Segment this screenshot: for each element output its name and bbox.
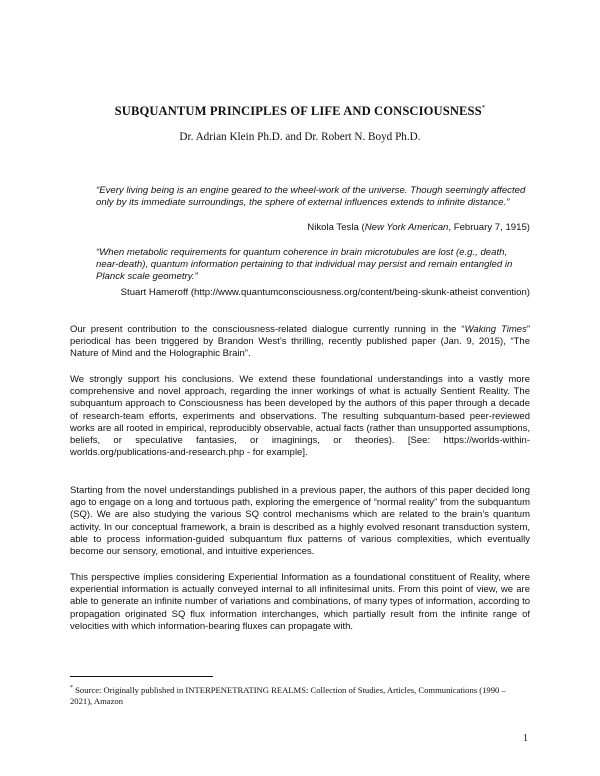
attribution-date: , February 7, 1915) [448,222,530,233]
paper-title [0,104,600,119]
footnote [70,683,510,707]
paper-authors: Dr. Adrian Klein Ph.D. and Dr. Robert N. Boyd Ph.D. [179,131,421,143]
epigraph-attribution-tesla [307,222,530,234]
body-paragraph-1 [70,324,530,361]
paragraph-1-periodical: Waking Times [464,324,527,335]
epigraph-quote-hameroff: “When metabolic requirements for quantum coherence in brain microtubules are lost (e.g., death, near-death), quantum information pertaining to that individual may persist and remain entangled in Planck scale geometry.” [96,247,513,283]
title-footnote-marker: * [481,104,486,112]
epigraph-quote-tesla: “Every living being is an engine geared to the wheel-work of the universe. Though seemingly affected only by its immediate surroundings, the sphere of external influences extends to infinite distance.” [96,185,526,209]
footnote-divider [70,676,213,677]
attribution-name: Nikola Tesla ( [307,222,365,233]
footnote-text: Source: Originally published in INTERPENETRATING REALMS: Collection of Studies, Articles, Communications (1990 – 2021), Amazon [70,684,506,706]
footnote-marker: * [70,685,73,691]
attribution-source: New York American [364,222,449,233]
paragraph-1-text-b: ” periodical has been triggered by Brandon West’s thrilling, recently published paper (Jan. 9, 2015), “The Nature of Mind and the Holographic Brain”. [70,324,530,360]
body-paragraph-2: We strongly support his conclusions. We extend these foundational understandings into a vastly more comprehensive and novel approach, regarding the inner workings of what is actually Sentient Reality. The subquantum approach to Consciousness has been developed by the authors of this paper through a decade of research-team efforts, experiments and observations. The resulting subquantum-based peer-reviewed works are all rooted in empirical, reproducibly observable, actual facts (rather than unsupported assumptions, beliefs, or speculative fantasies, or imaginings, or theories). [See: https://worlds-within-worlds.org/publications-and-research.php - for example]. [70,374,530,459]
paper-title-text: SUBQUANTUM PRINCIPLES OF LIFE AND CONSCIOUSNESS [114,104,482,119]
body-paragraph-4: This perspective implies considering Experiential Information as a foundational constituent of Reality, where experiential information is actually conveyed internal to all infinitesimal units. From this point of view, we are able to generate an infinite number of variations and combinations, of many types of information, according to propagation originated SQ flux information interchanges, which partially result from the infinite range of velocities with which information-bearing fluxes can propagate with. [70,572,530,632]
paragraph-1-text-a: Our present contribution to the consciousness-related dialogue currently running in the “ [70,324,465,335]
page-number: 1 [523,733,528,744]
epigraph-attribution-hameroff: Stuart Hameroff (http://www.quantumconsciousness.org/content/being-skunk-atheist convention) [120,287,530,298]
body-paragraph-3: Starting from the novel understandings published in a previous paper, the authors of this paper decided long ago to engage on a long and tortuous path, exploring the emergence of “normal reality” from the subquantum (SQ). We are also studying the various SQ control mechanisms which are related to the brain’s quantum activity. In our conceptual framework, a brain is described as a highly evolved resonant transduction system, able to process information-guided subquantum flux patterns of various complexities, which eventually become our sensory, emotional, and intuitive experiences. [70,485,530,558]
